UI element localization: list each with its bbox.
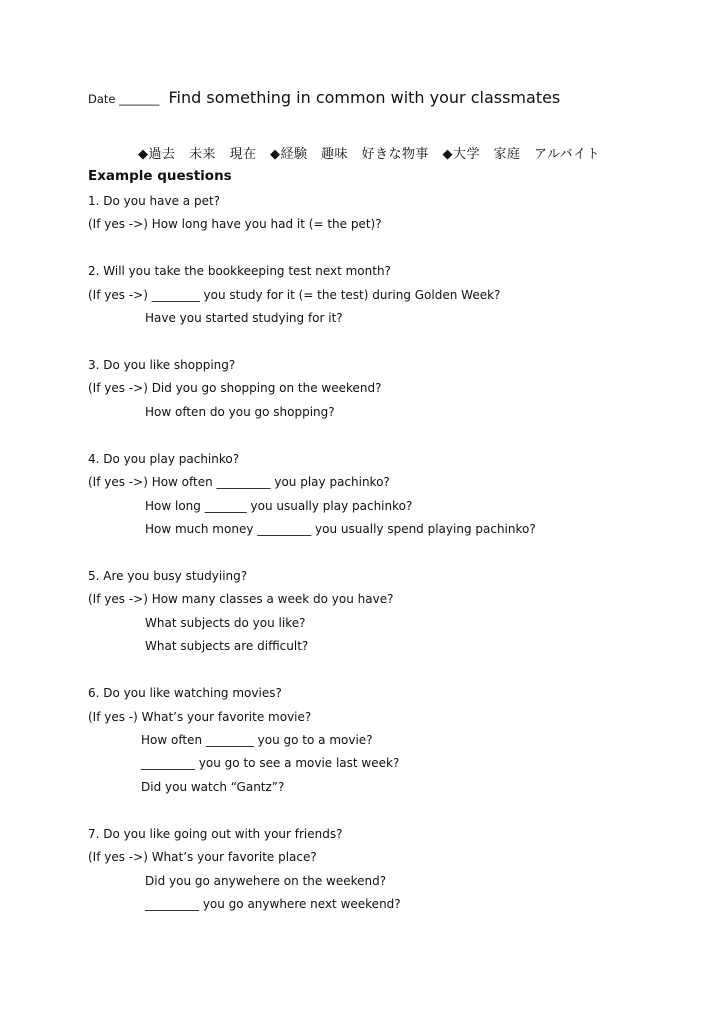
- question-4-followup: (If yes ->) How often _________ you play pachinko?: [88, 475, 390, 489]
- topic-list: ◆過去 未来 現在 ◆経験 趣味 好きな物事 ◆大学 家庭 アルバイト: [138, 147, 601, 162]
- question-6: 6. Do you like watching movies?: [88, 686, 282, 700]
- question-5: 5. Are you busy studyiing?: [88, 569, 248, 583]
- question-5-followup: What subjects are difficult?: [145, 639, 309, 653]
- question-4: 4. Do you play pachinko?: [88, 452, 240, 466]
- date-field-label: Date _______: [88, 92, 160, 106]
- question-3: 3. Do you like shopping?: [88, 358, 236, 372]
- question-2: 2. Will you take the bookkeeping test next month?: [88, 264, 391, 278]
- question-5-followup: (If yes ->) How many classes a week do you have?: [88, 592, 394, 606]
- question-7-followup: (If yes ->) What’s your favorite place?: [88, 850, 317, 864]
- question-3-followup: (If yes ->) Did you go shopping on the weekend?: [88, 381, 382, 395]
- question-6-followup: Did you watch “Gantz”?: [141, 780, 285, 794]
- question-6-followup: How often ________ you go to a movie?: [141, 733, 373, 747]
- question-6-followup: (If yes -) What’s your favorite movie?: [88, 710, 312, 724]
- question-2-followup: (If yes ->) ________ you study for it (= the test) during Golden Week?: [88, 288, 501, 302]
- question-7: 7. Do you like going out with your friends?: [88, 827, 343, 841]
- question-5-followup: What subjects do you like?: [145, 616, 306, 630]
- question-7-followup: _________ you go anywhere next weekend?: [145, 897, 401, 911]
- question-3-followup: How often do you go shopping?: [145, 405, 335, 419]
- example-questions-heading: Example questions: [88, 168, 232, 184]
- question-1-followup: (If yes ->) How long have you had it (= the pet)?: [88, 217, 382, 231]
- worksheet-title: Find something in common with your classmates: [168, 88, 561, 107]
- question-4-followup: How much money _________ you usually spend playing pachinko?: [145, 522, 536, 536]
- question-4-followup: How long _______ you usually play pachinko?: [145, 499, 413, 513]
- question-6-followup: _________ you go to see a movie last week?: [141, 756, 400, 770]
- question-7-followup: Did you go anywehere on the weekend?: [145, 874, 387, 888]
- question-2-followup: Have you started studying for it?: [145, 311, 343, 325]
- question-1: 1. Do you have a pet?: [88, 194, 221, 208]
- worksheet-header: [88, 88, 560, 107]
